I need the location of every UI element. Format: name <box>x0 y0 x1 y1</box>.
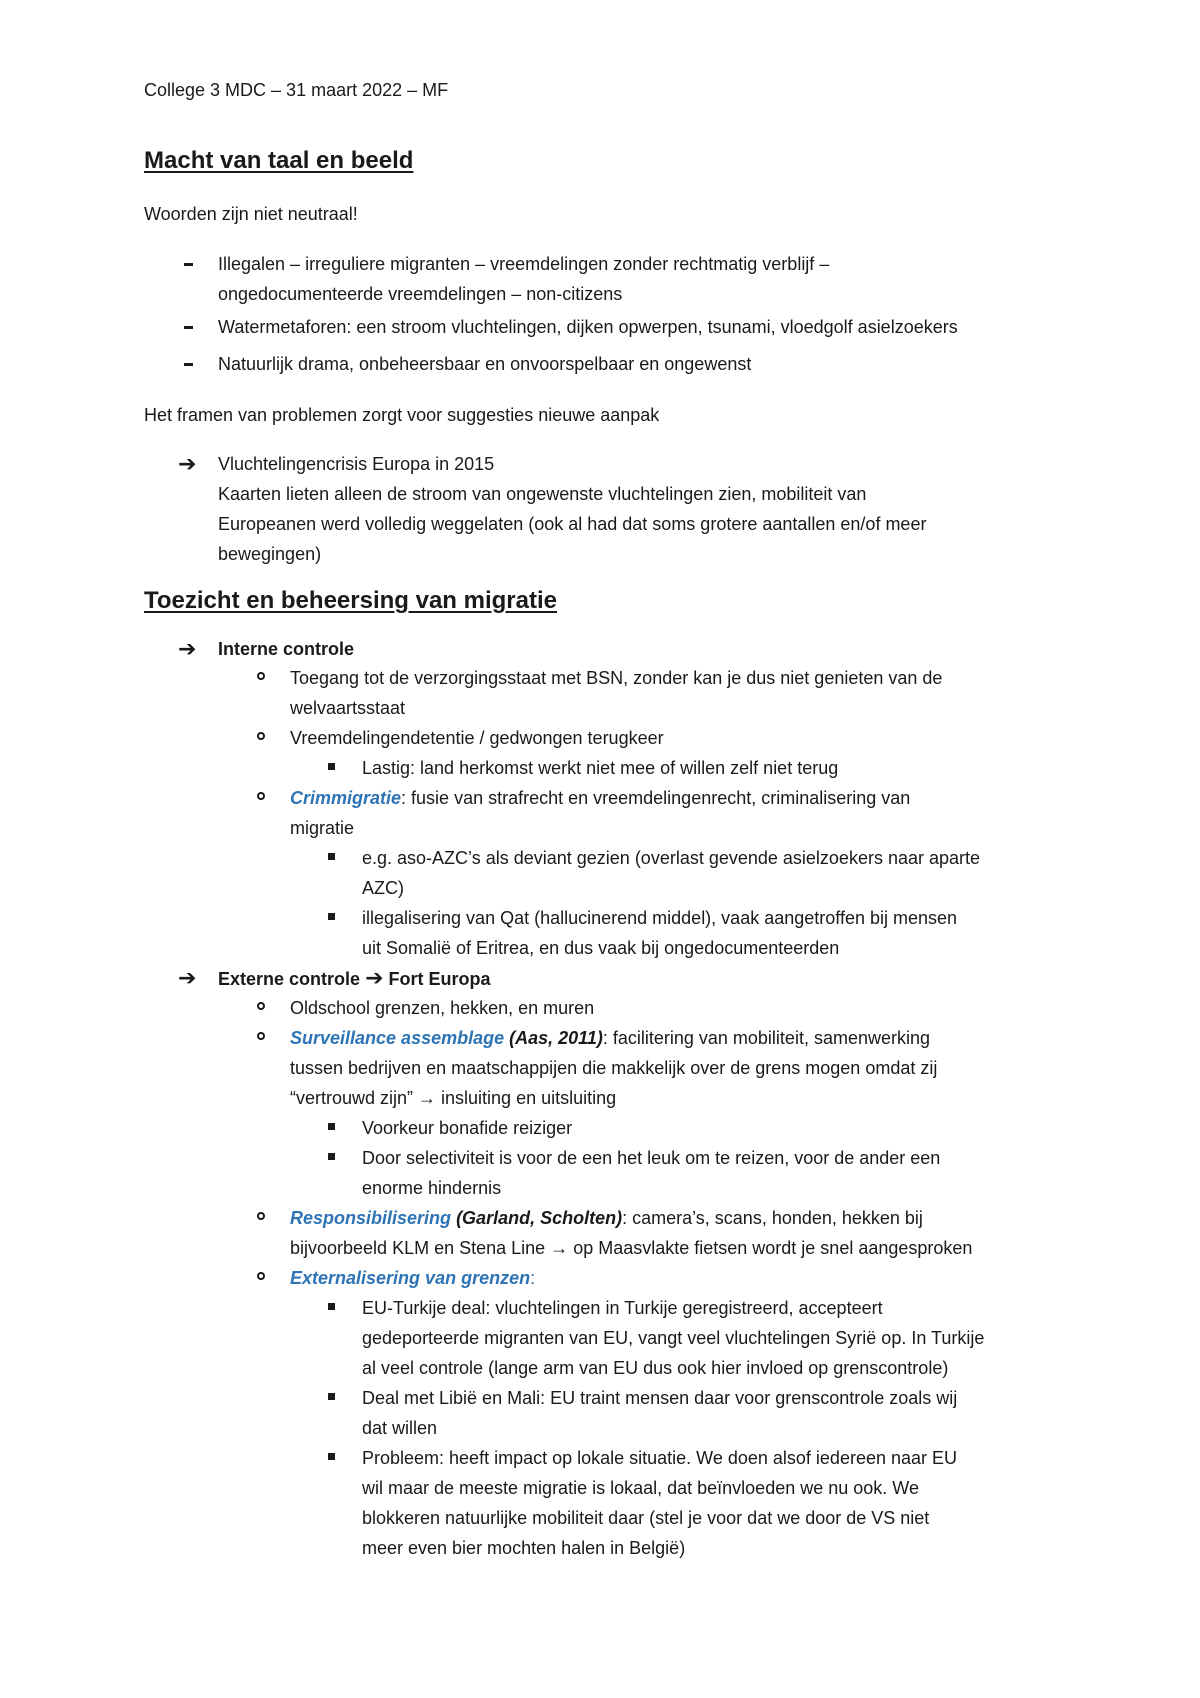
list-item-text: Vreemdelingendetentie / gedwongen terugkeer <box>290 728 664 748</box>
list-item-text: Voorkeur bonafide reiziger <box>362 1118 573 1138</box>
term-crimmigratie: Crimmigratie <box>290 788 402 808</box>
list-item-text <box>290 1263 535 1293</box>
list-item-text: AZC) <box>362 878 404 898</box>
dash-bullet-icon <box>184 263 193 266</box>
list-item-text: Natuurlijk drama, onbeheersbaar en onvoorspelbaar en ongewenst <box>218 354 752 374</box>
list-item-text: wil maar de meeste migratie is lokaal, dat beïnvloeden we nu ook. We <box>362 1478 919 1498</box>
list-item-text: migratie <box>290 818 355 838</box>
square-bullet-icon <box>328 853 335 860</box>
circle-bullet-icon <box>257 792 265 800</box>
list-item-text: gedeporteerde migranten van EU, vangt veel vluchtelingen Syrië op. In Turkije <box>362 1328 985 1348</box>
circle-bullet-icon <box>257 672 265 680</box>
list-item-text: Lastig: land herkomst werkt niet mee of willen zelf niet terug <box>362 758 839 778</box>
list-item-rest: : fusie van strafrecht en vreemdelingenrecht, criminalisering van <box>401 788 911 808</box>
list-item-text: welvaartsstaat <box>290 698 406 718</box>
term-externalisering: Externalisering van grenzen <box>290 1268 531 1288</box>
circle-bullet-icon <box>257 732 265 740</box>
list-item-text: dat willen <box>362 1418 438 1438</box>
list-item-text: enorme hindernis <box>362 1178 502 1198</box>
externe-controle-label <box>218 963 491 994</box>
list-item-text: Probleem: heeft impact op lokale situatie. We doen alsof iedereen naar EU <box>362 1448 958 1468</box>
list-item-text <box>290 1083 616 1113</box>
arrow-right-icon: → <box>418 1088 437 1108</box>
section-heading-macht: Macht van taal en beeld <box>144 147 414 174</box>
interne-controle-label: Interne controle <box>218 639 355 659</box>
text-part: “vertrouwd zijn” <box>290 1088 419 1108</box>
text-part: insluiting en uitsluiting <box>436 1088 617 1108</box>
fort-europa-label: Fort Europa <box>388 969 491 989</box>
list-item-text <box>290 1203 923 1233</box>
list-item-text: illegalisering van Qat (hallucinerend middel), vaak aangetroffen bij mensen <box>362 908 958 928</box>
list-item-text: Oldschool grenzen, hekken, en muren <box>290 998 595 1018</box>
arrow-item-text: Vluchtelingencrisis Europa in 2015 <box>218 454 495 474</box>
square-bullet-icon <box>328 913 335 920</box>
circle-bullet-icon <box>257 1212 265 1220</box>
term-surveillance: Surveillance assemblage <box>290 1028 505 1048</box>
citation: (Aas, 2011) <box>509 1028 603 1048</box>
arrow-item-text: Kaarten lieten alleen de stroom van ongewenste vluchtelingen zien, mobiliteit van <box>218 484 867 504</box>
arrow-bullet-icon: ➔ <box>178 451 197 476</box>
text-part: op Maasvlakte fietsen wordt je snel aangesproken <box>568 1238 973 1258</box>
list-item-text: Toegang tot de verzorgingsstaat met BSN, zonder kan je dus niet genieten van de <box>290 668 943 688</box>
list-item-text <box>290 1233 972 1263</box>
circle-bullet-icon <box>257 1032 265 1040</box>
dash-bullet-icon <box>184 363 193 366</box>
list-item-text: Door selectiviteit is voor de een het leuk om te reizen, voor de ander een <box>362 1148 941 1168</box>
dash-bullet-icon <box>184 326 193 329</box>
text-part: bijvoorbeeld KLM en Stena Line <box>290 1238 551 1258</box>
square-bullet-icon <box>328 1303 335 1310</box>
arrow-icon: ➔ <box>365 965 384 990</box>
arrow-item-text: Europeanen werd volledig weggelaten (ook al had dat soms grotere aantallen en/of meer <box>218 514 927 534</box>
arrow-item-text: bewegingen) <box>218 544 322 564</box>
term-responsibilisering: Responsibilisering <box>290 1208 452 1228</box>
list-item-rest: : facilitering van mobiliteit, samenwerking <box>602 1028 930 1048</box>
list-item-text: ongedocumenteerde vreemdelingen – non-citizens <box>218 284 623 304</box>
list-item-text: blokkeren natuurlijke mobiliteit daar (stel je voor dat we door de VS niet <box>362 1508 930 1528</box>
arrow-bullet-icon: ➔ <box>178 636 197 661</box>
list-item-text: meer even bier mochten halen in België) <box>362 1538 686 1558</box>
framing-text: Het framen van problemen zorgt voor suggesties nieuwe aanpak <box>144 405 660 425</box>
square-bullet-icon <box>328 763 335 770</box>
list-item-text <box>290 783 910 813</box>
list-item-text: Deal met Libië en Mali: EU traint mensen daar voor grenscontrole zoals wij <box>362 1388 958 1408</box>
list-item-text <box>290 1023 930 1053</box>
section-heading-toezicht: Toezicht en beheersing van migratie <box>144 587 557 614</box>
externe-label: Externe controle <box>218 969 361 989</box>
citation: (Garland, Scholten) <box>456 1208 623 1228</box>
colon: : <box>530 1268 536 1288</box>
arrow-bullet-icon: ➔ <box>178 965 197 990</box>
circle-bullet-icon <box>257 1002 265 1010</box>
square-bullet-icon <box>328 1393 335 1400</box>
square-bullet-icon <box>328 1123 335 1130</box>
list-item-text: al veel controle (lange arm van EU dus ook hier invloed op grenscontrole) <box>362 1358 949 1378</box>
list-item-text: Illegalen – irreguliere migranten – vreemdelingen zonder rechtmatig verblijf – <box>218 254 830 274</box>
arrow-right-icon: → <box>550 1238 569 1258</box>
intro-text: Woorden zijn niet neutraal! <box>144 204 358 224</box>
list-item-rest: : camera’s, scans, honden, hekken bij <box>622 1208 923 1228</box>
list-item-text: tussen bedrijven en maatschappijen die makkelijk over de grens mogen omdat zij <box>290 1058 938 1078</box>
square-bullet-icon <box>328 1453 335 1460</box>
list-item-text: uit Somalië of Eritrea, en dus vaak bij ongedocumenteerden <box>362 938 840 958</box>
circle-bullet-icon <box>257 1272 265 1280</box>
list-item-text: e.g. aso-AZC’s als deviant gezien (overlast gevende asielzoekers naar aparte <box>362 848 981 868</box>
document-header: College 3 MDC – 31 maart 2022 – MF <box>144 80 449 100</box>
square-bullet-icon <box>328 1153 335 1160</box>
list-item-text: EU-Turkije deal: vluchtelingen in Turkije geregistreerd, accepteert <box>362 1298 883 1318</box>
list-item-text: Watermetaforen: een stroom vluchtelingen, dijken opwerpen, tsunami, vloedgolf asielzoekers <box>218 317 958 337</box>
